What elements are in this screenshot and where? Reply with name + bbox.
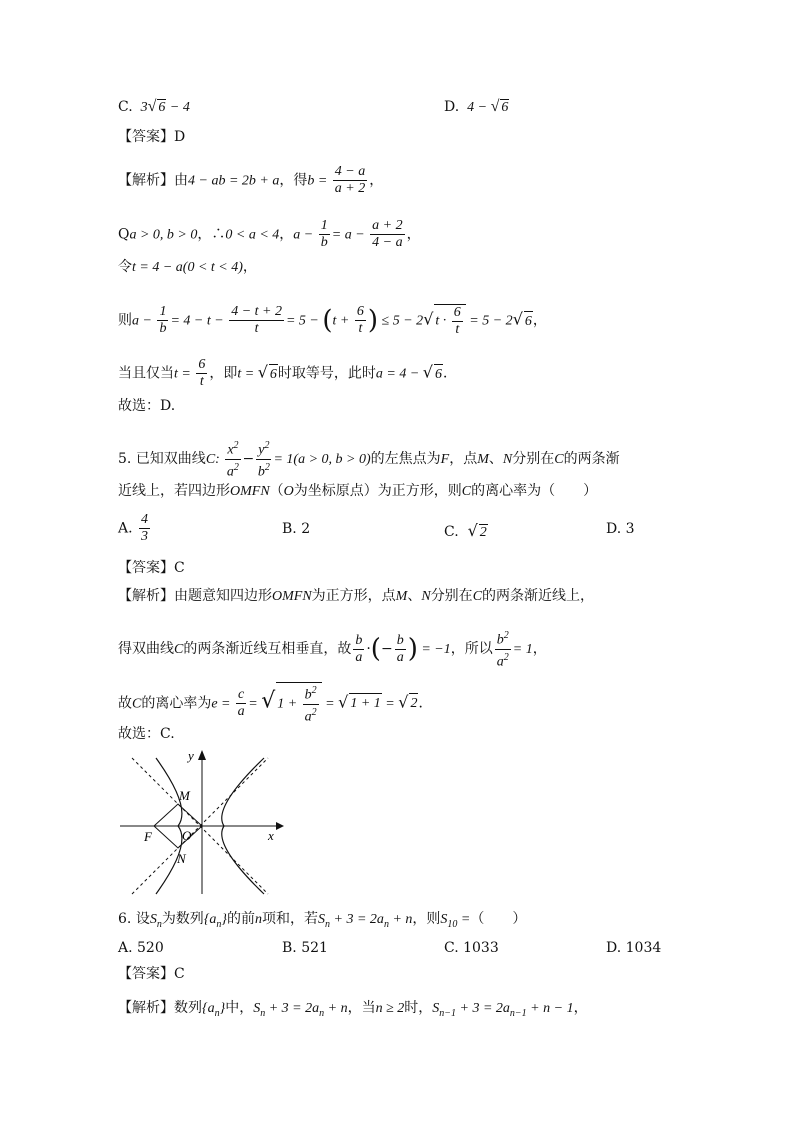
math: = xyxy=(248,696,262,712)
text: 当且仅当 xyxy=(118,365,174,382)
math: OMFN xyxy=(272,589,312,604)
math: F xyxy=(440,452,450,468)
label-y: y xyxy=(188,748,194,763)
text: 为数列 xyxy=(161,911,204,927)
q5-stem-line-2 xyxy=(118,481,597,502)
math: $S_n + 3 = 2a_n + n$ xyxy=(318,912,413,930)
q4-conclusion: 故选：D. xyxy=(118,398,176,414)
math: = xyxy=(321,696,339,712)
text: ，得 xyxy=(279,172,308,189)
fraction: $\frac{b^2}{a^2}$ xyxy=(496,630,509,670)
q5-option-d: D. 3 xyxy=(606,521,635,537)
math: C: xyxy=(205,452,224,468)
math: b = xyxy=(307,173,331,189)
q5-answer: 【答案】C xyxy=(118,560,185,576)
math: = 4 − t − xyxy=(170,313,228,329)
math: a − xyxy=(132,313,156,329)
math: M xyxy=(395,589,408,604)
hyperbola-figure xyxy=(118,748,288,898)
q5-solution-line-2: 得双曲线C的两条渐近线互相垂直，故 $\frac{b}{a}$ ·(− $\frac{b}{a}$ ) = −1，所以 $\frac{b^2}{a^2}$ = 1， xyxy=(118,630,547,670)
math: N xyxy=(421,589,431,604)
q4-answer: 【答案】D xyxy=(118,129,186,145)
q5-conclusion: 故选：C. xyxy=(118,726,175,742)
fraction: $\frac{4 - t + 2}{t}$ xyxy=(231,304,282,337)
text: 的两条渐近线互相垂直，故 xyxy=(183,641,352,658)
text: （ ） xyxy=(470,911,527,927)
text: 为坐标原点）为正方形，则 xyxy=(293,483,462,499)
math: $\{a_n\}$ xyxy=(203,912,228,930)
text: ，点 xyxy=(449,451,478,468)
math: $S_n + 3 = 2a_n + n$ xyxy=(253,1001,348,1019)
text: 故 xyxy=(118,695,132,712)
text: 、 xyxy=(488,451,503,468)
text: 的离心率为 xyxy=(141,695,212,712)
text: 的前 xyxy=(227,911,256,927)
text: Q xyxy=(118,226,130,243)
label-o: O xyxy=(182,828,192,843)
label-n: N xyxy=(177,851,186,866)
math: C xyxy=(554,452,564,468)
math: = 5 − 2 xyxy=(465,313,513,329)
math: n ≥ 2 xyxy=(375,1001,405,1016)
solution-tag: 【解析】 xyxy=(118,1000,174,1016)
label-x: x xyxy=(268,828,274,843)
q5-solution-line-1 xyxy=(118,586,594,607)
text: 分别在 xyxy=(430,588,473,604)
text: ，则 xyxy=(412,911,441,927)
q5-stem-line-1: 5. 已知双曲线C: $\frac{x^2}{a^2}$ − $\frac{y^2}{b^2}$ = 1(a > 0, b > 0)的左焦点为F，点M、N分别在C的两条渐 xyxy=(118,440,620,480)
math: a > 0, b > 0 xyxy=(129,227,198,243)
text: 项和，若 xyxy=(262,911,319,927)
q4-solution-line-1: 【解析】由4 − ab = 2b + a，得b = $\frac{4 - a}{a + 2}$ ， xyxy=(118,164,384,196)
question-number: 6. xyxy=(118,911,132,927)
q4-option-d xyxy=(444,98,509,116)
text: 令 xyxy=(118,259,132,275)
fraction: $\frac{c}{a}$ xyxy=(237,686,245,719)
text: 的离心率为（ ） xyxy=(471,483,598,499)
text: 由题意知四边形 xyxy=(174,588,272,604)
math: C xyxy=(174,642,184,658)
text: 的两条渐 xyxy=(563,451,620,468)
text: 中， xyxy=(225,1000,254,1016)
math: a = 4 − xyxy=(375,366,423,382)
option-label: C. xyxy=(444,524,459,540)
fraction: $\frac{6}{t}$ xyxy=(198,357,206,389)
q4-solution-line-2: Qa > 0, b > 0，∴0 < a < 4，a − $\frac{1}{b}$ = a − $\frac{a + 2}{4 - a}$ ， xyxy=(118,218,421,250)
q6-solution-line-1: 【解析】数列$\{a_n\}$中，$S_n + 3 = 2a_n + n$，当n ≥ 2时，$S_{n-1} + 3 = 2a_{n-1} + n - 1$， xyxy=(118,1000,588,1019)
fraction: $\frac{a + 2}{4 - a}$ xyxy=(372,218,403,250)
q6-stem xyxy=(118,909,526,935)
fraction: $\frac{1}{b}$ xyxy=(159,304,167,337)
math: 0 < a < 4 xyxy=(225,227,280,243)
q5-option-c: C. √ 2 xyxy=(444,521,487,540)
solution-tag: 【解析】 xyxy=(118,588,174,604)
math: a − xyxy=(293,227,317,243)
fraction: $\frac{b}{a}$ xyxy=(396,632,404,665)
q6-option-d: D. 1034 xyxy=(606,940,662,956)
text: （ xyxy=(269,483,284,499)
fraction: $\frac{6}{t}$ xyxy=(356,304,364,337)
text: 的两条渐近线上， xyxy=(482,588,595,604)
q6-option-b: B. 521 xyxy=(282,940,328,956)
x-axis-arrow xyxy=(276,822,284,830)
option-label: C. xyxy=(118,99,133,115)
math: 4 − √ 6 xyxy=(463,98,509,115)
math: OMFN xyxy=(230,484,270,499)
q5-option-b: B. 2 xyxy=(282,521,311,537)
text: ，即 xyxy=(209,365,238,382)
text: 已知双曲线 xyxy=(135,451,206,468)
fraction: $\frac{4 - a}{a + 2}$ xyxy=(334,164,366,196)
math: t = xyxy=(174,366,195,382)
text: 设 xyxy=(135,911,150,927)
math: $S_{n-1} + 3 = 2a_{n-1} + n - 1$ xyxy=(432,1001,574,1019)
option-label: D. xyxy=(444,99,460,115)
math: = 1(a > 0, b > 0) xyxy=(273,452,371,468)
math: = 1 xyxy=(512,642,533,658)
text: ，当 xyxy=(347,1000,376,1016)
q6-answer: 【答案】C xyxy=(118,966,185,982)
math: $\{a_n\}$ xyxy=(202,1001,226,1019)
text: 为正方形，点 xyxy=(311,588,396,604)
math: $S_{10}$ = xyxy=(440,912,471,930)
math: = a − xyxy=(331,227,369,243)
q6-option-c: C. 1033 xyxy=(444,940,499,956)
q4-solution-line-5: 当且仅当t = $\frac{6}{t}$ ，即t = √ 6时取等号，此时a = 4 − √ 6． xyxy=(118,357,457,389)
y-axis-arrow xyxy=(198,750,206,760)
text: 、 xyxy=(407,588,422,604)
math: = −1 xyxy=(417,642,451,658)
label-m: M xyxy=(179,788,190,803)
text: 时， xyxy=(404,1000,433,1016)
q4-option-c xyxy=(118,98,190,116)
text: ，∴ xyxy=(197,226,226,243)
fraction: $\frac{4}{3}$ xyxy=(141,512,149,544)
text: 的左焦点为 xyxy=(370,451,441,468)
solution-tag: 【解析】 xyxy=(118,172,174,189)
q6-option-a: A. 520 xyxy=(118,940,164,956)
text: 时取等号，此时 xyxy=(277,365,376,382)
math: t + xyxy=(332,313,353,329)
fraction: $\frac{x^2}{a^2}$ xyxy=(226,440,239,480)
label-f: F xyxy=(144,829,152,844)
math: = xyxy=(381,696,399,712)
q4-solution-line-4: 则a − $\frac{1}{b}$ = 4 − t − $\frac{4 - t + 2}{t}$ = 5 − (t + $\frac{6}{t}$ ) ≤ 5 − 2√ t · $\frac{6}{t}$ = 5 − 2√ 6， xyxy=(118,304,547,337)
text: 则 xyxy=(118,312,132,329)
math: n xyxy=(255,912,263,927)
option-label: A. xyxy=(118,520,133,537)
math: 4 − ab = 2b + a xyxy=(188,173,280,189)
math: 3√ 6 − 4 xyxy=(137,98,190,115)
question-number: 5. xyxy=(118,451,132,468)
math: N xyxy=(502,452,513,468)
text: ，所以 xyxy=(450,641,493,658)
text: 分别在 xyxy=(512,451,555,468)
text: 得双曲线 xyxy=(118,641,174,658)
math: C xyxy=(461,484,472,499)
math: O xyxy=(283,484,294,499)
math: $S_n$ xyxy=(149,912,162,930)
q4-solution-line-3: 令t = 4 − a(0 < t < 4)， xyxy=(118,259,257,275)
fraction: $\frac{b}{a}$ xyxy=(355,632,363,665)
text: 由 xyxy=(174,172,188,189)
fraction: $\frac{1}{b}$ xyxy=(320,218,328,250)
q5-solution-line-3: 故C的离心率为e = $\frac{c}{a}$ = √ 1 + $\frac{b^2}{a^2}$ = √ 1 + 1 = √ 2． xyxy=(118,682,432,725)
math: e = xyxy=(211,696,235,712)
math: = 5 − xyxy=(285,313,323,329)
q5-option-a xyxy=(118,512,152,545)
math: C xyxy=(132,696,142,712)
text: 近线上，若四边形 xyxy=(118,483,230,499)
math: t = xyxy=(237,366,258,382)
math: C xyxy=(472,589,483,604)
text: 数列 xyxy=(174,1000,202,1016)
math: ≤ 5 − 2 xyxy=(378,313,424,329)
math: M xyxy=(477,452,489,468)
fraction: $\frac{y^2}{b^2}$ xyxy=(257,440,270,480)
math: t = 4 − a(0 < t < 4) xyxy=(132,260,243,275)
